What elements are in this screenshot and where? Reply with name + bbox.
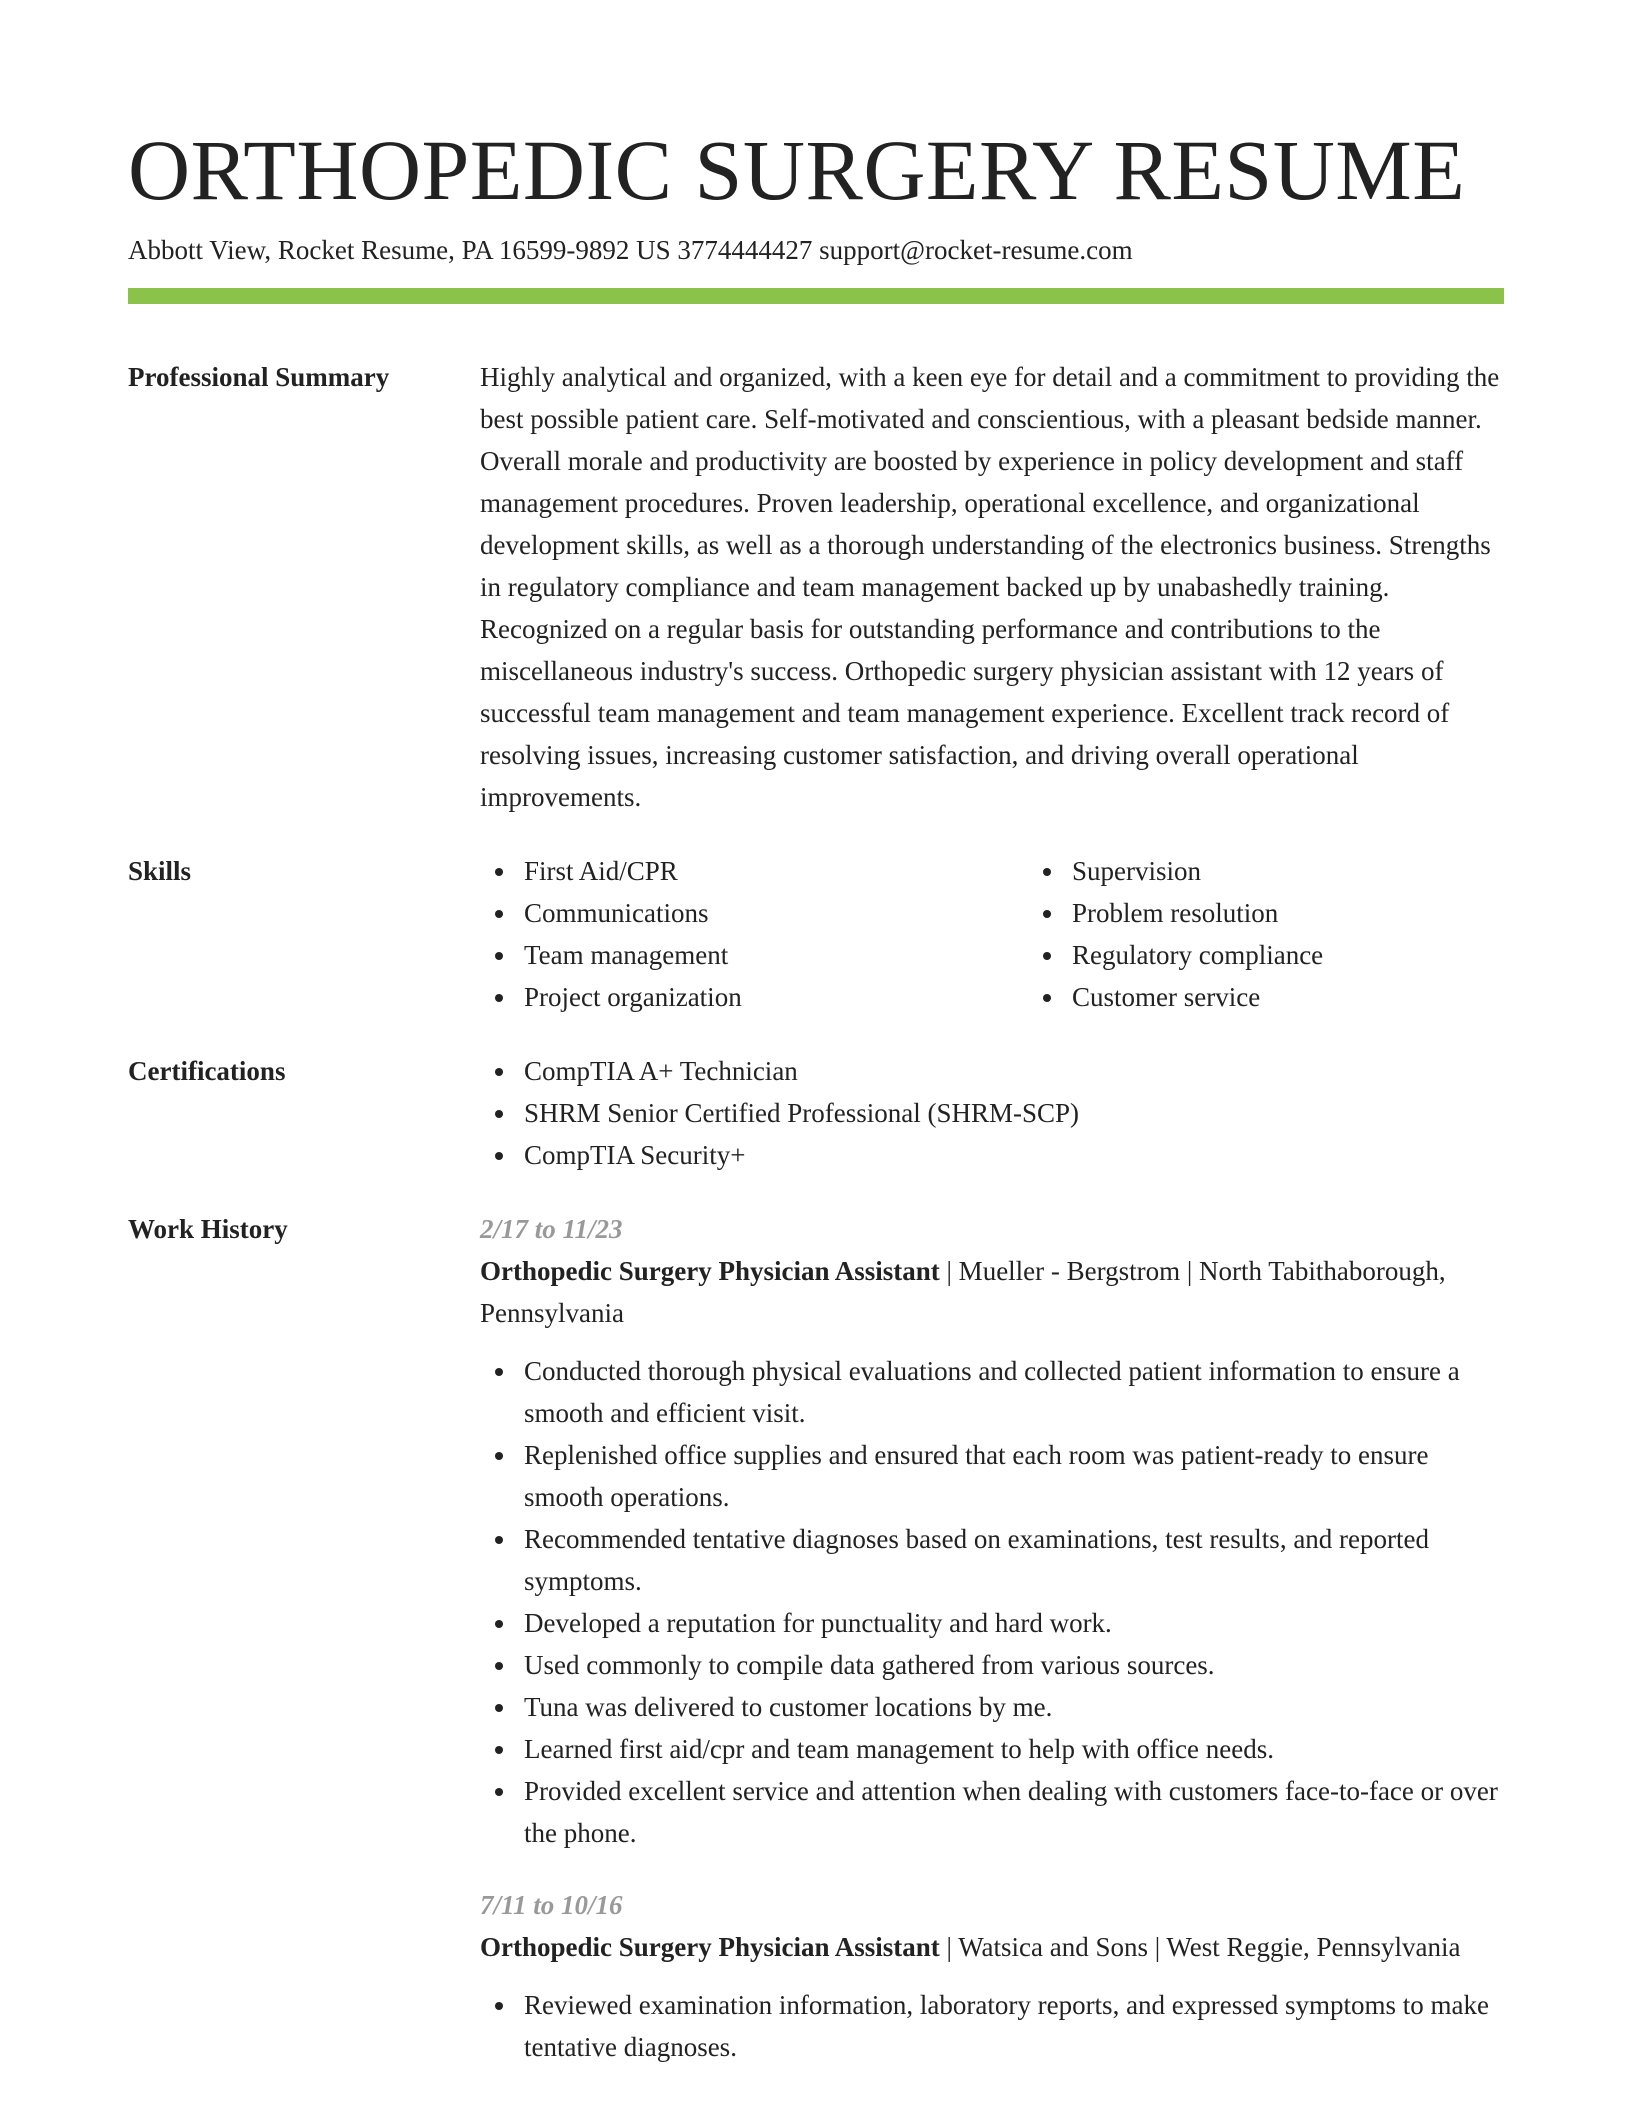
job-dates: 2/17 to 11/23 <box>480 1214 623 1244</box>
job-bullets <box>480 1984 1504 2068</box>
list-item: CompTIA A+ Technician <box>524 1050 1504 1092</box>
list-item: Used commonly to compile data gathered from various sources. <box>524 1644 1504 1686</box>
job-details: | Watsica and Sons | West Reggie, Pennsylvania <box>939 1932 1461 1962</box>
skills-body <box>480 850 1576 1018</box>
list-item: Replenished office supplies and ensured that each room was patient-ready to ensure smooth operations. <box>524 1434 1504 1518</box>
list-item: Tuna was delivered to customer locations by me. <box>524 1686 1504 1728</box>
certifications-body <box>480 1050 1504 1176</box>
job-entry <box>480 1208 1504 1854</box>
list-item: Regulatory compliance <box>1072 934 1576 976</box>
contact-line: Abbott View, Rocket Resume, PA 16599-9892 US 3774444427 support@rocket-resume.com <box>128 235 1133 265</box>
summary-section <box>128 356 1504 818</box>
section-label-certifications: Certifications <box>128 1056 286 1086</box>
list-item: Supervision <box>1072 850 1576 892</box>
work-history-section <box>128 1208 1504 2098</box>
list-item: Communications <box>524 892 1028 934</box>
job-heading <box>480 1926 1504 1968</box>
skills-list-right <box>1028 850 1576 1018</box>
list-item: Project organization <box>524 976 1028 1018</box>
section-label-work-history: Work History <box>128 1214 288 1244</box>
list-item: Conducted thorough physical evaluations and collected patient information to ensure a smooth and efficient visit. <box>524 1350 1504 1434</box>
list-item: Developed a reputation for punctuality and hard work. <box>524 1602 1504 1644</box>
page-title: ORTHOPEDIC SURGERY RESUME <box>128 122 1466 218</box>
work-history-body <box>480 1208 1504 2098</box>
accent-divider <box>128 288 1504 304</box>
section-label-summary: Professional Summary <box>128 362 390 392</box>
job-bullets <box>480 1350 1504 1854</box>
summary-body <box>480 356 1504 818</box>
list-item: Customer service <box>1072 976 1576 1018</box>
list-item: Reviewed examination information, laboratory reports, and expressed symptoms to make tentative diagnoses. <box>524 1984 1504 2068</box>
list-item: CompTIA Security+ <box>524 1134 1504 1176</box>
job-title: Orthopedic Surgery Physician Assistant <box>480 1256 940 1286</box>
list-item: Team management <box>524 934 1028 976</box>
resume-page <box>128 120 1504 2098</box>
job-details: | Mueller - Bergstrom | North Tabithaborough, Pennsylvania <box>480 1256 1446 1328</box>
skills-section <box>128 850 1504 1018</box>
job-title: Orthopedic Surgery Physician Assistant <box>480 1932 940 1962</box>
job-entry <box>480 1884 1504 2068</box>
list-item: Recommended tentative diagnoses based on examinations, test results, and reported symptoms. <box>524 1518 1504 1602</box>
list-item: Problem resolution <box>1072 892 1576 934</box>
certifications-section <box>128 1050 1504 1176</box>
skills-list-left <box>480 850 1028 1018</box>
list-item: First Aid/CPR <box>524 850 1028 892</box>
job-dates: 7/11 to 10/16 <box>480 1890 623 1920</box>
summary-text: Highly analytical and organized, with a keen eye for detail and a commitment to providing the best possible patient care. Self-motivated and conscientious, with a pleasant bedside manner. Overall morale and productivity are boosted by experience in policy development and staff management procedures. Proven leadership, operational excellence, and organizational development skills, as well as a thorough understanding of the electronics business. Strengths in regulatory compliance and team management backed up by unabashedly training. Recognized on a regular basis for outstanding performance and contributions to the miscellaneous industry's success. Orthopedic surgery physician assistant with 12 years of successful team management and team management experience. Excellent track record of resolving issues, increasing customer satisfaction, and driving overall operational improvements. <box>480 362 1500 812</box>
list-item: SHRM Senior Certified Professional (SHRM-SCP) <box>524 1092 1504 1134</box>
list-item: Provided excellent service and attention when dealing with customers face-to-face or over the phone. <box>524 1770 1504 1854</box>
section-label-skills: Skills <box>128 856 192 886</box>
certifications-list <box>480 1050 1504 1176</box>
list-item: Learned first aid/cpr and team management to help with office needs. <box>524 1728 1504 1770</box>
skills-grid <box>480 850 1576 1018</box>
job-heading <box>480 1250 1504 1334</box>
